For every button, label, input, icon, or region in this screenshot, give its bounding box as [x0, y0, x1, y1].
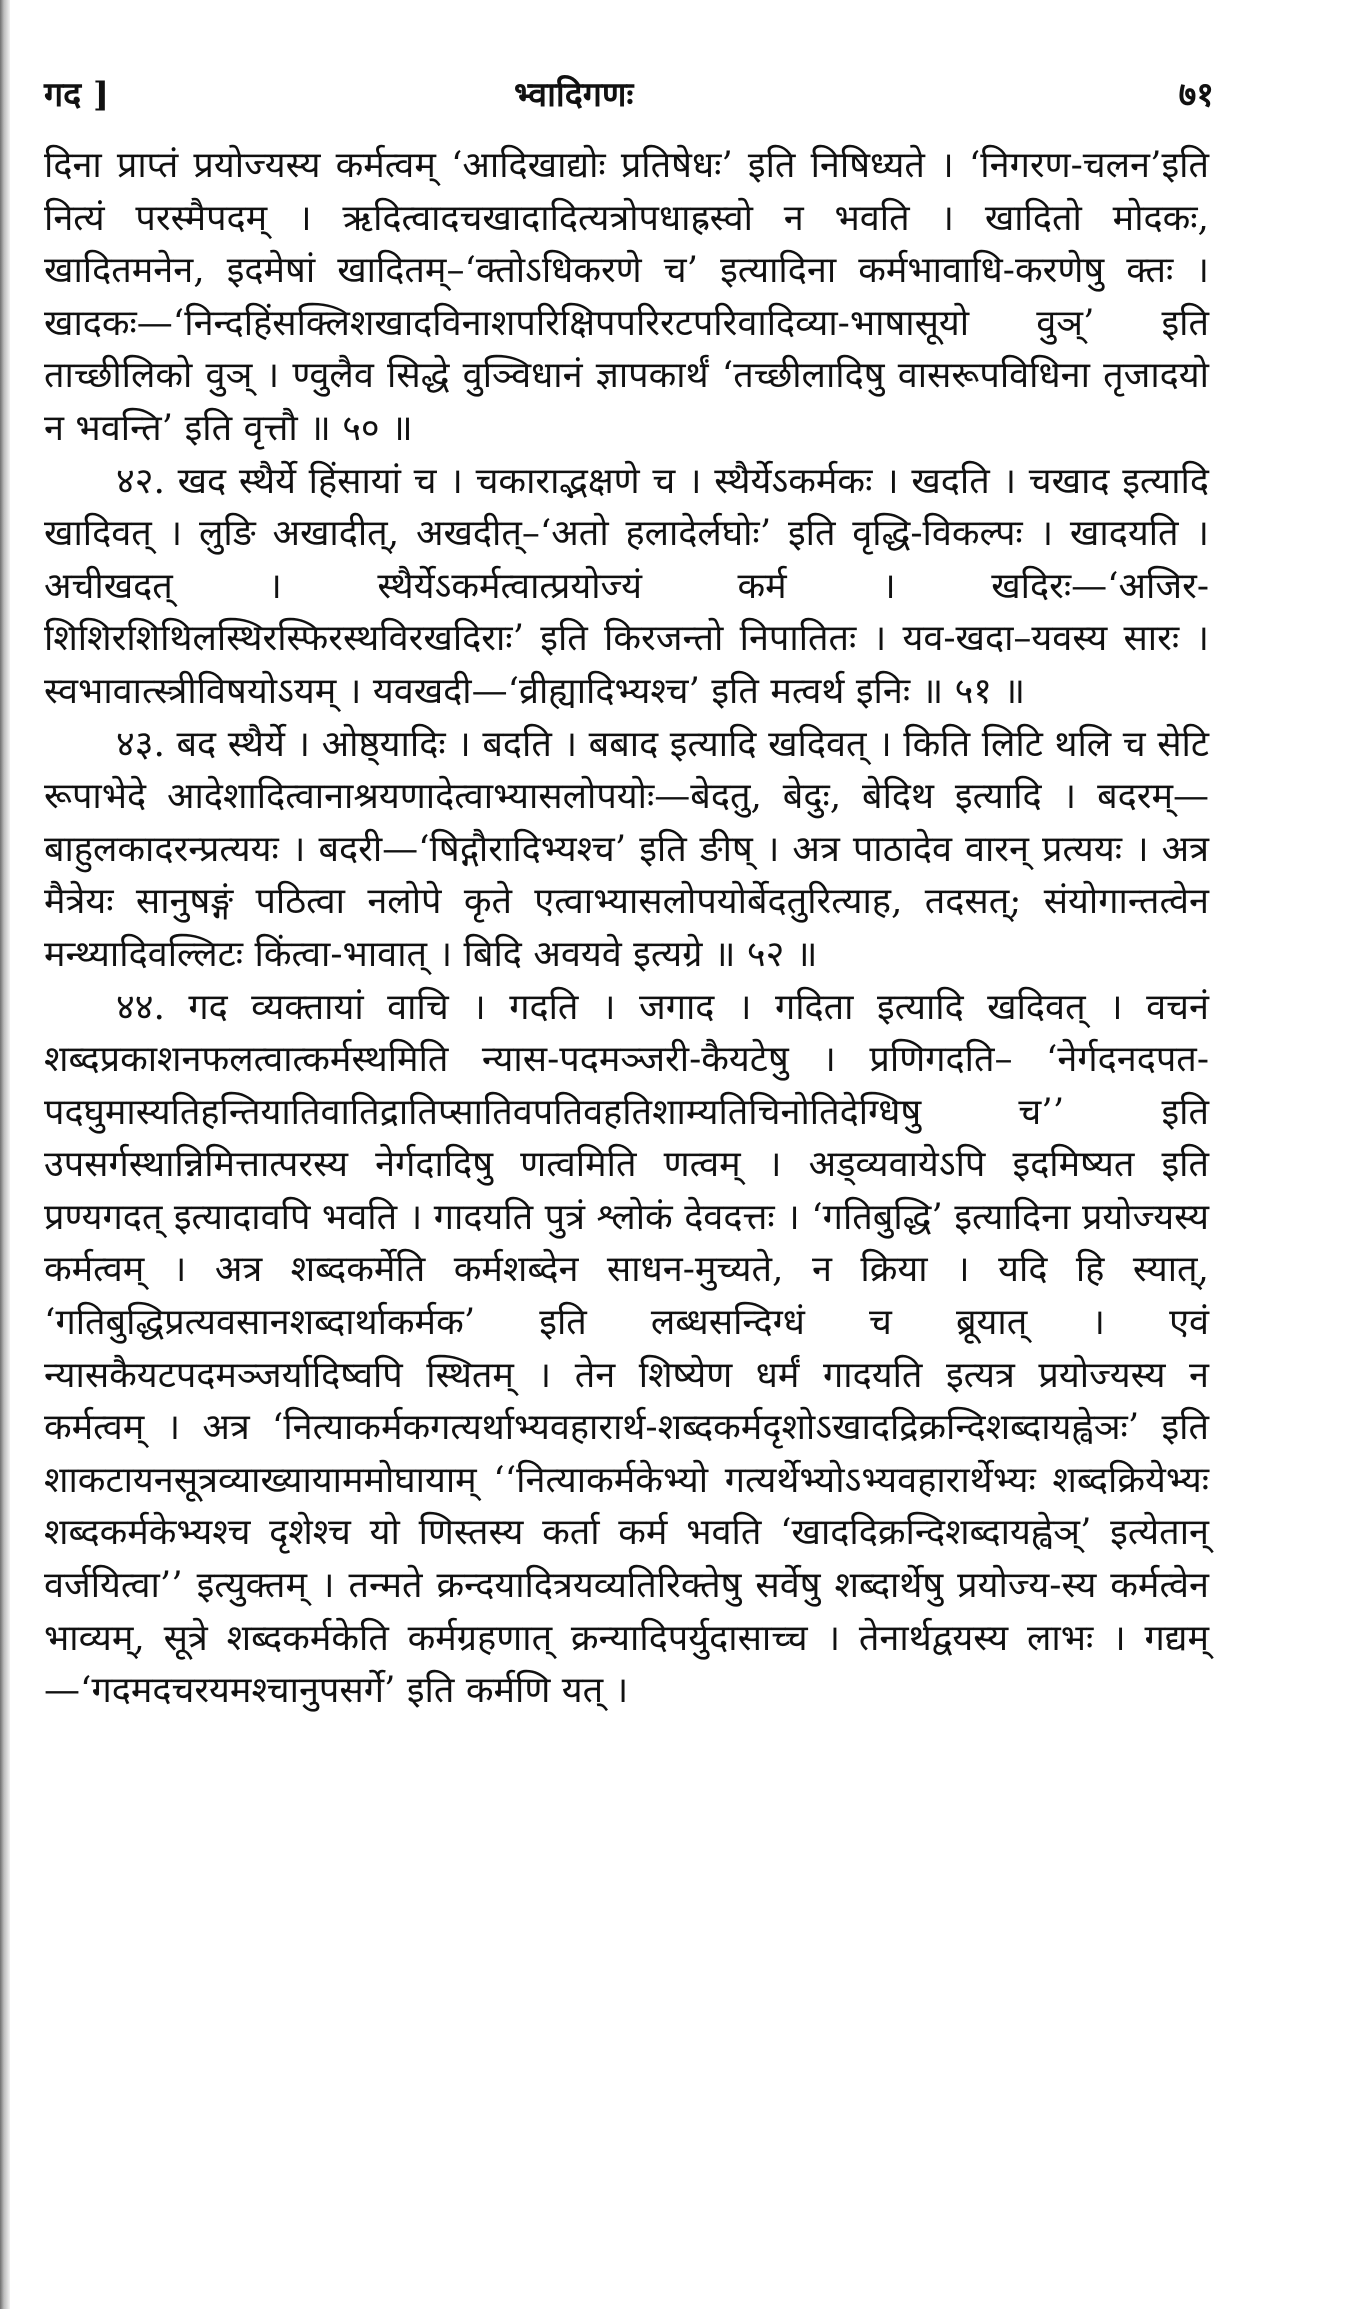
header-left: गद ] — [44, 75, 110, 115]
page-header — [44, 60, 1214, 130]
paragraph-entry-42: ४२. खद स्थैर्ये हिंसायां च । चकाराद्भक्षणे च । स्थैर्येऽकर्मकः । खदति । चखाद इत्यादि खादिवत् । लुङि अखादीत्, अखदीत्–‘अतो हलादेर्लघोः’ इति वृद्धि-विकल्पः । खादयति । अचीखदत् । स्थैर्येऽकर्मत्वात्प्रयोज्यं कर्म । खदिरः—‘अजिर-शिशिरशिथिलस्थिरस्फिरस्थविरखदिराः’ इति किरजन्तो निपातितः । यव-खदा–यवस्य सारः । स्वभावात्स्त्रीविषयोऽयम् । यवखदी—‘व्रीह्यादिभ्यश्च’ इति मत्वर्थ इनिः ॥ ५१ ॥ — [44, 460, 1209, 712]
page-binding-edge — [0, 0, 10, 2309]
paragraph-entry-44: ४४. गद व्यक्तायां वाचि । गदति । जगाद । गदिता इत्यादि खदिवत् । वचनं शब्दप्रकाशनफलत्वात्कर्मस्थमिति न्यास-पदमञ्जरी-कैयटेषु । प्रणिगदति– ‘नेर्गदनदपत-पदघुमास्यतिहन्तियातिवातिद्रातिप्सातिवपतिवहतिशाम्यतिचिनोतिदेग्धिषु च’’ इति उपसर्गस्थान्निमित्तात्परस्य नेर्गदादिषु णत्वमिति णत्वम् । अड्व्यवायेऽपि इदमिष्यत इति प्रण्यगदत् इत्यादावपि भवति । गादयति पुत्रं श्लोकं देवदत्तः । ‘गतिबुद्धि’ इत्यादिना प्रयोज्यस्य कर्मत्वम् । अत्र शब्दकर्मेति कर्मशब्देन साधन-मुच्यते, न क्रिया । यदि हि स्यात्, ‘गतिबुद्धिप्रत्यवसानशब्दार्थाकर्मक’ इति लब्धसन्दिग्धं च ब्रूयात् । एवं न्यासकैयटपदमञ्जर्यादिष्वपि स्थितम् । तेन शिष्येण धर्मं गादयति इत्यत्र प्रयोज्यस्य न कर्मत्वम् । अत्र ‘नित्याकर्मकगत्यर्थाभ्यवहारार्थ-शब्दकर्मदृशोऽखादद्रिक्रन्दिशब्दायह्वेञः’ इति शाकटायनसूत्रव्याख्यायाममोघायाम् ‘‘नित्याकर्मकेभ्यो गत्यर्थेभ्योऽभ्यवहारार्थेभ्यः शब्दक्रियेभ्यः शब्दकर्मकेभ्यश्च दृशेश्च यो णिस्तस्य कर्ता कर्म भवति ‘खाददिक्रन्दिशब्दायह्वेञ्’ इत्येतान् वर्जयित्वा’’ इत्युक्तम् । तन्मते क्रन्दयादित्रयव्यतिरिक्तेषु सर्वेषु शब्दार्थेषु प्रयोज्य-स्य कर्मत्वेन भाव्यम्, सूत्रे शब्दकर्मकेति कर्मग्रहणात् क्रन्यादिपर्युदासाच्च । तेनार्थद्वयस्य लाभः । गद्यम्—‘गदमदचरयमश्चानुपसर्गे’ इति कर्मणि यत् । — [44, 986, 1209, 1712]
paragraph-entry-43: ४३. बद स्थैर्ये । ओष्ठ्यादिः । बदति । बबाद इत्यादि खदिवत् । किति लिटि थलि च सेटि रूपाभेदे आदेशादित्वानाश्रयणादेत्वाभ्यासलोपयोः—बेदतु, बेदुः, बेदिथ इत्यादि । बदरम्—बाहुलकादरन्प्रत्ययः । बदरी—‘षिद्गौरादिभ्यश्च’ इति ङीष् । अत्र पाठादेव वारन् प्रत्ययः । अत्र मैत्रेयः सानुषङ्गं पठित्वा नलोपे कृते एत्वाभ्यासलोपयोर्बेदतुरित्याह, तदसत्; संयोगान्तत्वेन मन्थ्यादिवल्लिटः किंत्वा-भावात् । बिदि अवयवे इत्यग्रे ॥ ५२ ॥ — [44, 723, 1209, 975]
running-title: भ्वादिगणः — [514, 75, 634, 115]
page-body — [44, 140, 1209, 1718]
page-number: ७१ — [1178, 75, 1214, 115]
paragraph-continuation: दिना प्राप्तं प्रयोज्यस्य कर्मत्वम् ‘आदिखाद्योः प्रतिषेधः’ इति निषिध्यते । ‘निगरण-चलन’इति नित्यं परस्मैपदम् । ऋदित्वादचखादादित्यत्रोपधाह्रस्वो न भवति । खादितो मोदकः, खादितमनेन, इदमेषां खादितम्–‘क्तोऽधिकरणे च’ इत्यादिना कर्मभावाधि-करणेषु क्तः । खादकः—‘निन्दहिंसक्लिशखादविनाशपरिक्षिपपरिरटपरिवादिव्या-भाषासूयो वुञ्’ इति ताच्छीलिको वुञ् । ण्वुलैव सिद्धे वुञ्विधानं ज्ञापकार्थं ‘तच्छीलादिषु वासरूपविधिना तृजादयो न भवन्ति’ इति वृत्तौ ॥ ५० ॥ — [44, 145, 1209, 449]
